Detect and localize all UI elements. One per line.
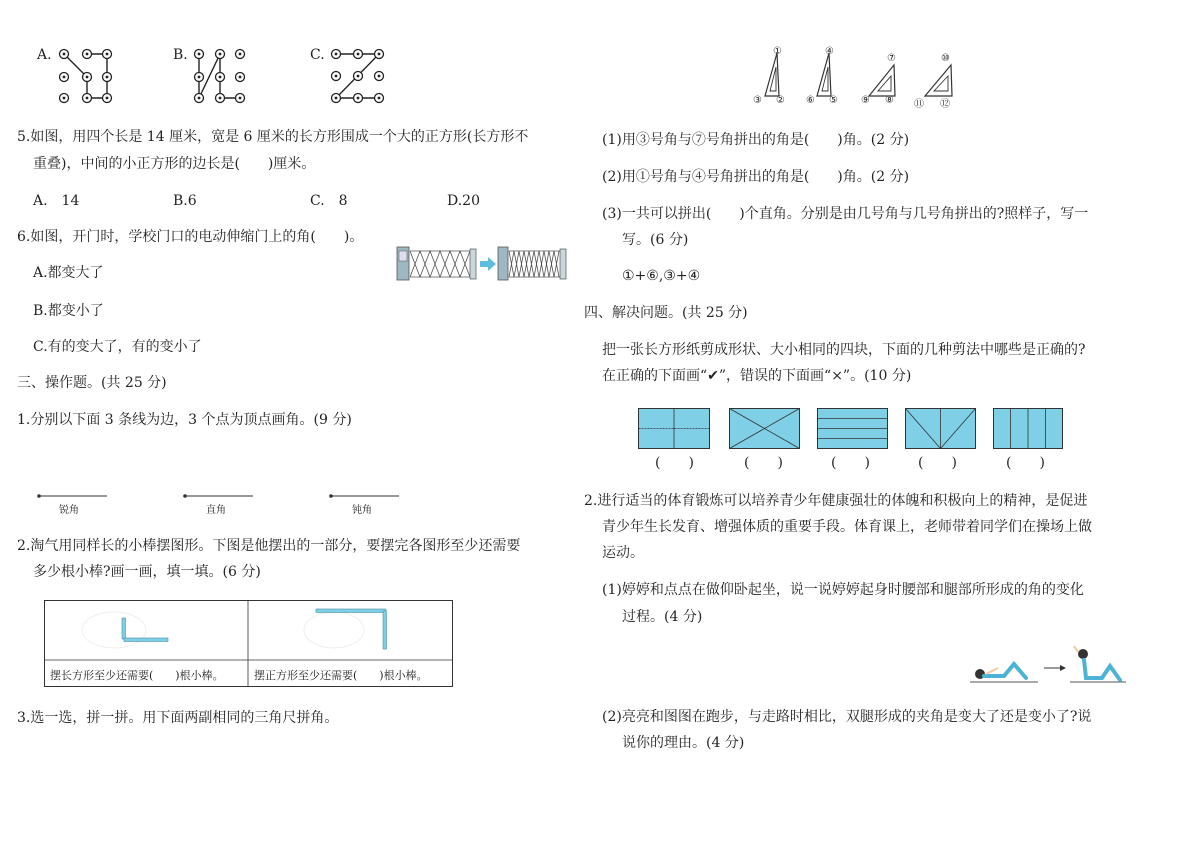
op2-cell-square: 摆正方形至少还需要( )根小棒。 (254, 669, 428, 682)
q5-option-d: D.20 (447, 193, 480, 209)
tri-num-9: ⑨ (861, 95, 870, 106)
retractable-gate-illustration (396, 243, 568, 283)
q6-option-b: B.都变小了 (33, 303, 104, 319)
p1-line1: 把一张长方形纸剪成形状、大小相同的四块，下面的几种剪法中哪些是正确的? (602, 342, 1086, 358)
section-4-heading: 四、解决问题。(共 25 分) (584, 305, 748, 321)
q4-option-b-label: B. (173, 47, 188, 63)
p1-line2: 在正确的下面画“✔”，错误的下面画“×”。(10 分) (602, 368, 912, 384)
q5-option-c: C. 8 (310, 193, 348, 209)
tri-num-3: ③ (753, 95, 762, 106)
paren-3: ( ) (831, 455, 870, 471)
tri-num-1: ① (773, 46, 782, 57)
tri-num-2: ② (776, 95, 785, 106)
q5-stem-line1: 5.如图，用四个长是 14 厘米，宽是 6 厘米的长方形围成一个大的正方形(长方形不 (17, 129, 529, 145)
tri-num-5: ⑤ (829, 95, 838, 106)
tri-num-12: ⑫ (940, 99, 950, 110)
q5-option-a: A. 14 (33, 193, 80, 209)
q6-stem: 6.如图，开门时，学校门口的电动伸缩门上的角( )。 (17, 229, 364, 245)
sub1: (1)用③号角与⑦号角拼出的角是( )角。(2 分) (602, 132, 910, 148)
op1-label-obtuse: 钝角 (352, 505, 372, 516)
tri-num-11: ⑪ (914, 99, 924, 110)
q4-dot-figure-b (190, 45, 260, 107)
op2-stem-line2: 多少根小棒?画一画，填一填。(6 分) (33, 564, 261, 580)
op1-label-right: 直角 (206, 505, 226, 516)
p2-line3: 运动。 (602, 545, 644, 561)
paren-5: ( ) (1006, 455, 1045, 471)
q5-option-b: B.6 (173, 193, 197, 209)
situp-illustration (970, 644, 1130, 686)
sub3-example: ①+⑥,③+④ (622, 268, 701, 284)
p2-sub2-line2: 说你的理由。(4 分) (622, 735, 745, 751)
tri-num-6: ⑥ (806, 95, 815, 106)
paper-cut-options (638, 408, 1066, 450)
p2-line1: 2.进行适当的体育锻炼可以培养青少年健康强壮的体魄和积极向上的精神，是促进 (584, 493, 1088, 509)
q6-option-c: C.有的变大了，有的变小了 (33, 339, 202, 355)
op2-cell-rectangle: 摆长方形至少还需要( )根小棒。 (50, 669, 224, 682)
p2-line2: 青少年生长发育、增强体质的重要手段。体育课上，老师带着同学们在操场上做 (602, 519, 1092, 535)
section-3-heading: 三、操作题。(共 25 分) (17, 375, 167, 391)
sub2: (2)用①号角与④号角拼出的角是( )角。(2 分) (602, 169, 910, 185)
p2-sub2-line1: (2)亮亮和图图在跑步，与走路时相比，双腿形成的夹角是变大了还是变小了?说 (602, 709, 1092, 725)
op1-label-acute: 锐角 (59, 505, 79, 516)
q4-dot-figure-a (55, 45, 125, 107)
sub3-line2: 写。(6 分) (622, 232, 689, 248)
paren-1: ( ) (655, 455, 694, 471)
p2-sub1-line1: (1)婷婷和点点在做仰卧起坐，说一说婷婷起身时腰部和腿部所形成的角的变化 (602, 582, 1084, 598)
op3-stem: 3.选一选，拼一拼。用下面两副相同的三角尺拼角。 (17, 710, 339, 726)
q6-option-a: A.都变大了 (33, 265, 104, 281)
q5-stem-line2: 重叠)，中间的小正方形的边长是( )厘米。 (33, 156, 316, 172)
q4-option-c-label: C. (310, 47, 325, 63)
p2-sub1-line2: 过程。(4 分) (622, 609, 703, 625)
op1-stem: 1.分别以下面 3 条线为边，3 个点为顶点画角。(9 分) (17, 412, 352, 428)
q4-dot-figure-c (327, 45, 397, 107)
tri-num-8: ⑧ (885, 95, 894, 106)
op2-stem-line1: 2.淘气用同样长的小棒摆图形。下图是他摆出的一部分，要摆完各图形至少还需要 (17, 538, 521, 554)
q4-option-a-label: A. (37, 47, 52, 63)
tri-num-10: ⑩ (941, 53, 950, 64)
tri-num-7: ⑦ (887, 53, 896, 64)
paren-2: ( ) (744, 455, 783, 471)
sub3-line1: (3)一共可以拼出( )个直角。分别是由几号角与几号角拼出的?照样子，写一 (602, 206, 1089, 222)
tri-num-4: ④ (825, 46, 834, 57)
paren-4: ( ) (918, 455, 957, 471)
